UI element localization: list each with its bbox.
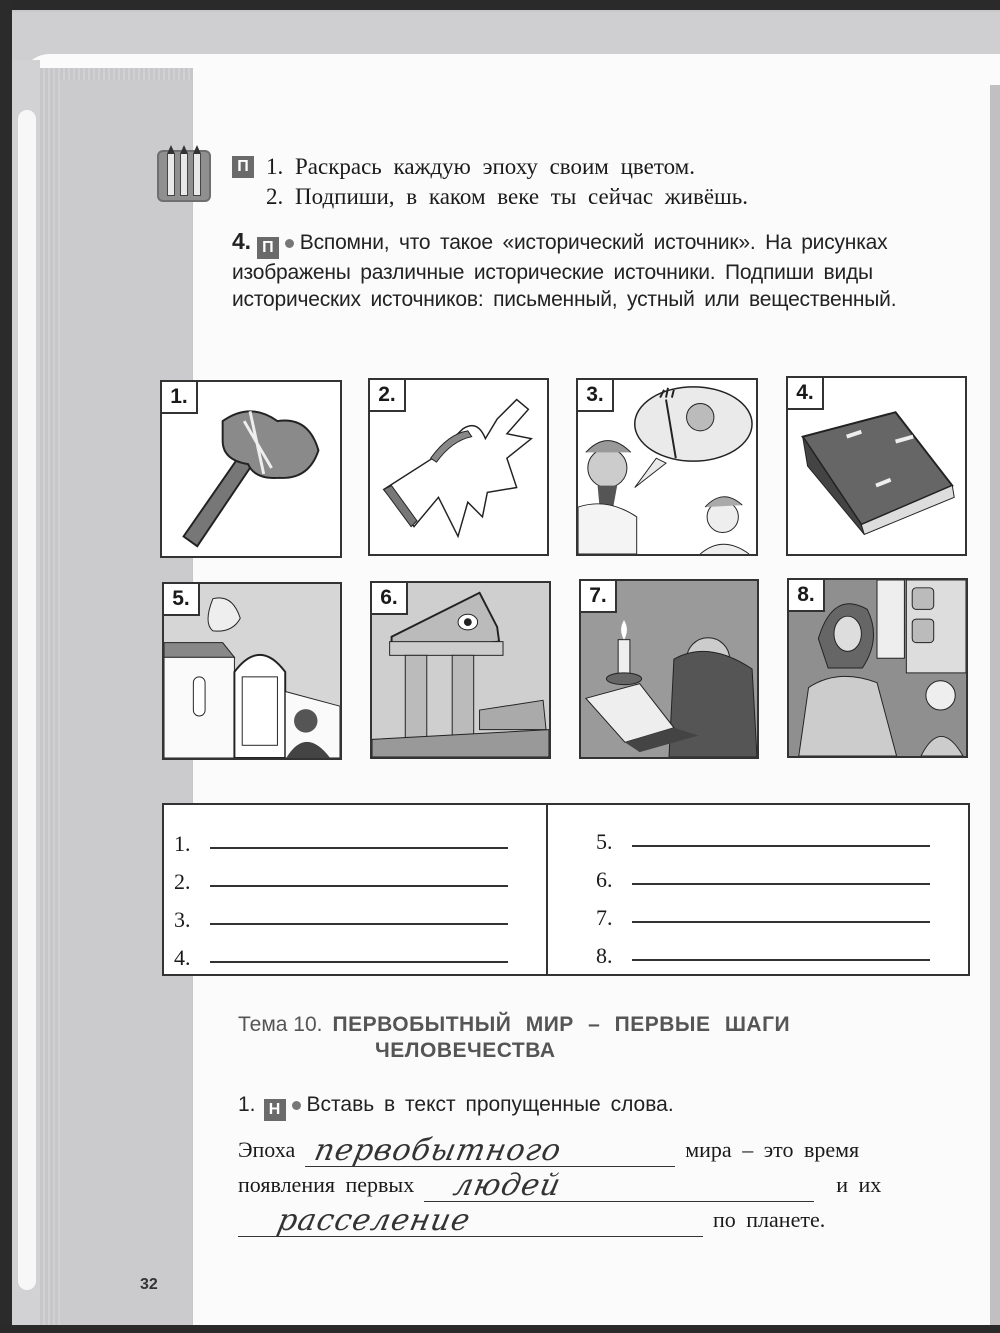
task-4-text: Вспомни, что такое «исторический источник». На рисунках изображены различные исторические источники. Подпиши виды исторических источников: письменный, устный или вещественный.	[232, 231, 897, 311]
answer-row	[174, 933, 546, 971]
practice-badge: П	[257, 237, 279, 259]
answer-number: 2.	[174, 869, 191, 894]
fill-text: мира – это время	[685, 1137, 860, 1162]
picture-label: 7.	[581, 581, 617, 613]
picture-4-old-book	[786, 376, 967, 556]
practice-badge: П	[232, 156, 254, 178]
picture-7-monk-chronicle	[579, 579, 759, 759]
top-task-line-2: 2. Подпиши, в каком веке ты сейчас живёшь.	[266, 184, 749, 209]
answer-field-8[interactable]	[632, 959, 930, 961]
answer-row	[596, 817, 968, 855]
picture-label: 5.	[164, 584, 200, 616]
page-number: 32	[140, 1276, 158, 1293]
answer-field-2[interactable]	[210, 885, 508, 887]
answer-field-6[interactable]	[632, 883, 930, 885]
answer-field-5[interactable]	[632, 845, 930, 847]
task-number: 1.	[238, 1093, 256, 1116]
top-task-line-1: 1. Раскрась каждую эпоху своим цветом.	[266, 154, 695, 179]
topic-heading	[238, 1012, 938, 1064]
picture-label: 6.	[372, 583, 408, 615]
answers-column-left	[164, 805, 546, 974]
picture-5-church	[162, 582, 342, 760]
pencils-icon	[157, 150, 211, 202]
picture-label: 8.	[789, 580, 825, 612]
answer-row	[596, 893, 968, 931]
answer-number: 1.	[174, 831, 191, 856]
answer-row	[596, 855, 968, 893]
fill-text: появления первых	[238, 1172, 415, 1197]
picture-1-stone-axe	[160, 380, 342, 558]
handwritten-answer: людей	[450, 1168, 565, 1203]
picture-label: 2.	[370, 380, 406, 412]
answer-number: 7.	[596, 905, 613, 930]
task-1-text: Вставь в текст пропущенные слова.	[306, 1093, 674, 1116]
picture-2-embroidered-cloth	[368, 378, 549, 556]
picture-label: 1.	[162, 382, 198, 414]
handwritten-answer: расселение	[274, 1203, 474, 1238]
answer-field-4[interactable]	[210, 961, 508, 963]
scan-border-bottom	[0, 1325, 1000, 1333]
task-number: 4.	[232, 228, 251, 254]
fill-row-1	[238, 1132, 973, 1167]
top-task	[230, 152, 748, 212]
level-badge: Н	[264, 1099, 286, 1121]
handwritten-answer: первобытного	[311, 1133, 566, 1168]
fill-text: и их	[836, 1172, 882, 1197]
answer-number: 3.	[174, 907, 191, 932]
answer-number: 4.	[174, 945, 191, 970]
answer-row	[174, 895, 546, 933]
pencil-icon	[180, 154, 188, 196]
page-edge-highlight	[18, 110, 36, 1290]
picture-8-grandmother-tale	[787, 578, 968, 758]
blank-field-1[interactable]	[305, 1133, 675, 1168]
answer-field-3[interactable]	[210, 923, 508, 925]
scan-border-left	[0, 0, 12, 1333]
picture-label: 3.	[578, 380, 614, 412]
answer-number: 5.	[596, 829, 613, 854]
answer-row	[596, 931, 968, 969]
bullet-icon	[292, 1101, 301, 1110]
fill-text: по планете.	[713, 1207, 826, 1232]
topic-title-line-2: ЧЕЛОВЕЧЕСТВА	[375, 1039, 556, 1062]
bullet-icon	[285, 239, 294, 248]
task-4	[232, 228, 972, 313]
blank-field-3[interactable]	[238, 1203, 703, 1238]
pencil-icon	[167, 154, 175, 196]
fill-text: Эпоха	[238, 1137, 296, 1162]
picture-3-storyteller	[576, 378, 758, 556]
task-1	[238, 1093, 674, 1121]
answer-number: 6.	[596, 867, 613, 892]
answer-row	[174, 857, 546, 895]
answers-table	[162, 803, 970, 976]
page-edge-right	[990, 85, 1000, 1330]
fill-row-2	[238, 1167, 973, 1202]
answer-row	[174, 819, 546, 857]
fill-in-text	[238, 1132, 973, 1237]
answer-field-7[interactable]	[632, 921, 930, 923]
picture-label: 4.	[788, 378, 824, 410]
picture-6-ancient-ruins	[370, 581, 551, 759]
scan-shadow-top	[10, 12, 1000, 60]
blank-field-2[interactable]	[424, 1168, 814, 1203]
answers-column-right	[546, 805, 968, 974]
answer-field-1[interactable]	[210, 847, 508, 849]
answer-number: 8.	[596, 943, 613, 968]
fill-row-3	[238, 1202, 973, 1237]
topic-title-line-1: ПЕРВОБЫТНЫЙ МИР – ПЕРВЫЕ ШАГИ	[332, 1013, 791, 1036]
topic-prefix: Тема 10.	[238, 1013, 323, 1036]
pencil-icon	[193, 154, 201, 196]
